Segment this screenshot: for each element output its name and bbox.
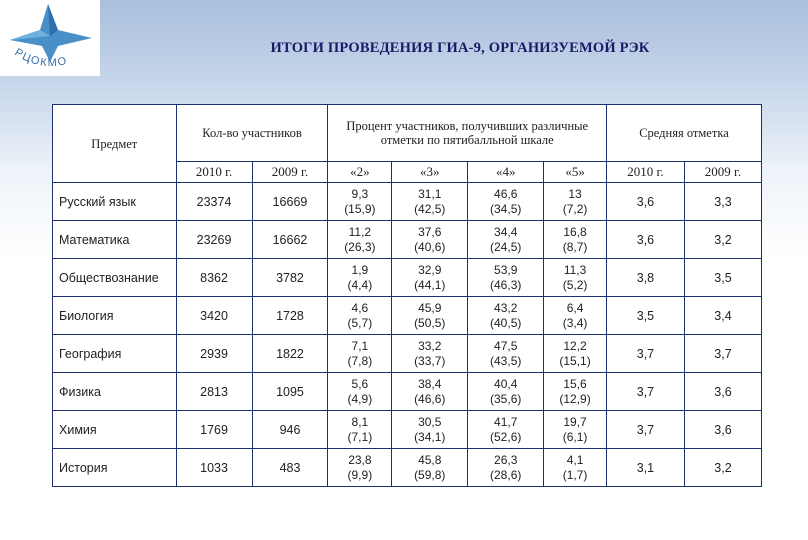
cell-grade-2-2009: (7,8) — [347, 353, 373, 368]
header-average: Средняя отметка — [606, 105, 761, 162]
cell-grade-4 — [468, 373, 544, 411]
cell-count-2009: 3782 — [252, 259, 328, 297]
subheader-avg-2009: 2009 г. — [684, 162, 761, 183]
cell-grade-3-2010: 31,1 — [418, 186, 442, 201]
cell-avg-2010: 3,6 — [606, 221, 684, 259]
subheader-grade-5: «5» — [544, 162, 607, 183]
cell-avg-2009: 3,6 — [684, 373, 761, 411]
cell-avg-2009: 3,6 — [684, 411, 761, 449]
cell-grade-4-2009: (35,6) — [490, 391, 522, 406]
cell-grade-2-2010: 4,6 — [351, 300, 369, 315]
cell-avg-2010: 3,7 — [606, 373, 684, 411]
cell-grade-2-2009: (4,4) — [347, 277, 373, 292]
cell-grade-4-2010: 40,4 — [494, 376, 518, 391]
cell-avg-2010: 3,8 — [606, 259, 684, 297]
cell-grade-3 — [392, 373, 468, 411]
cell-grade-2-2009: (26,3) — [344, 239, 376, 254]
subheader-grade-4: «4» — [468, 162, 544, 183]
cell-grade-4-2010: 53,9 — [494, 262, 518, 277]
subheader-count-2009: 2009 г. — [252, 162, 328, 183]
subheader-grade-2: «2» — [328, 162, 392, 183]
subheader-count-2010: 2010 г. — [176, 162, 252, 183]
cell-subject: Обществознание — [53, 259, 177, 297]
cell-grade-2-2009: (15,9) — [344, 201, 376, 216]
cell-count-2010: 3420 — [176, 297, 252, 335]
subheader-avg-2010: 2010 г. — [606, 162, 684, 183]
cell-grade-4-2010: 34,4 — [494, 224, 518, 239]
cell-grade-3 — [392, 221, 468, 259]
cell-grade-5-2010: 6,4 — [566, 300, 584, 315]
cell-grade-4-2009: (34,5) — [490, 201, 522, 216]
cell-grade-4-2010: 43,2 — [494, 300, 518, 315]
cell-grade-4 — [468, 297, 544, 335]
cell-subject: География — [53, 335, 177, 373]
cell-count-2010: 8362 — [176, 259, 252, 297]
cell-grade-5-2010: 12,2 — [563, 338, 587, 353]
cell-grade-2-2010: 11,2 — [348, 224, 372, 239]
cell-grade-4-2009: (52,6) — [490, 429, 522, 444]
cell-count-2010: 2939 — [176, 335, 252, 373]
table-row — [53, 183, 762, 221]
cell-grade-5-2010: 15,6 — [563, 376, 587, 391]
cell-subject: Русский язык — [53, 183, 177, 221]
cell-grade-4-2010: 41,7 — [494, 414, 518, 429]
cell-grade-5 — [544, 335, 607, 373]
cell-subject: Математика — [53, 221, 177, 259]
cell-grade-2 — [328, 411, 392, 449]
cell-subject: Физика — [53, 373, 177, 411]
cell-grade-5-2009: (7,2) — [562, 201, 588, 216]
logo — [0, 0, 100, 76]
cell-grade-5-2010: 19,7 — [563, 414, 587, 429]
cell-grade-5 — [544, 297, 607, 335]
cell-grade-5 — [544, 183, 607, 221]
page-title: ИТОГИ ПРОВЕДЕНИЯ ГИА-9, ОРГАНИЗУЕМОЙ РЭК — [270, 40, 650, 56]
cell-avg-2010: 3,5 — [606, 297, 684, 335]
cell-subject: Биология — [53, 297, 177, 335]
cell-grade-3-2009: (50,5) — [414, 315, 446, 330]
cell-count-2009: 483 — [252, 449, 328, 487]
table-row — [53, 411, 762, 449]
cell-grade-2-2009: (9,9) — [347, 467, 373, 482]
cell-grade-2 — [328, 449, 392, 487]
cell-count-2010: 23374 — [176, 183, 252, 221]
cell-grade-3-2010: 45,8 — [418, 452, 442, 467]
cell-subject: Химия — [53, 411, 177, 449]
cell-grade-2 — [328, 373, 392, 411]
cell-avg-2010: 3,7 — [606, 411, 684, 449]
table-row — [53, 373, 762, 411]
cell-grade-3-2009: (44,1) — [414, 277, 446, 292]
cell-grade-5-2009: (5,2) — [562, 277, 588, 292]
header-subject: Предмет — [53, 105, 177, 183]
cell-avg-2010: 3,7 — [606, 335, 684, 373]
cell-grade-4-2010: 47,5 — [494, 338, 518, 353]
results-table — [52, 104, 762, 487]
cell-grade-5-2009: (15,1) — [559, 353, 591, 368]
cell-count-2009: 1822 — [252, 335, 328, 373]
cell-grade-4-2009: (46,3) — [490, 277, 522, 292]
cell-grade-2-2009: (4,9) — [347, 391, 373, 406]
cell-grade-4 — [468, 259, 544, 297]
cell-grade-2-2010: 8,1 — [351, 414, 369, 429]
cell-grade-3-2009: (34,1) — [414, 429, 446, 444]
logo-star-icon — [0, 0, 100, 76]
cell-grade-3 — [392, 183, 468, 221]
cell-avg-2009: 3,2 — [684, 221, 761, 259]
cell-count-2010: 1033 — [176, 449, 252, 487]
cell-count-2010: 2813 — [176, 373, 252, 411]
cell-grade-3 — [392, 297, 468, 335]
table-body — [53, 183, 762, 487]
cell-grade-4-2009: (43,5) — [490, 353, 522, 368]
cell-count-2009: 16662 — [252, 221, 328, 259]
cell-grade-2-2009: (7,1) — [347, 429, 373, 444]
cell-grade-5-2009: (1,7) — [562, 467, 588, 482]
cell-grade-5 — [544, 259, 607, 297]
cell-grade-3-2010: 45,9 — [418, 300, 442, 315]
table-row — [53, 259, 762, 297]
cell-grade-4-2009: (24,5) — [490, 239, 522, 254]
cell-grade-2-2010: 9,3 — [351, 186, 369, 201]
cell-avg-2010: 3,6 — [606, 183, 684, 221]
svg-text:РЦОКМО — [12, 46, 68, 69]
cell-grade-4 — [468, 183, 544, 221]
cell-grade-5-2009: (12,9) — [559, 391, 591, 406]
cell-grade-3-2010: 38,4 — [418, 376, 442, 391]
cell-grade-2-2010: 1,9 — [351, 262, 369, 277]
cell-grade-3 — [392, 335, 468, 373]
cell-grade-3-2010: 32,9 — [418, 262, 442, 277]
cell-count-2009: 1095 — [252, 373, 328, 411]
cell-grade-2-2010: 5,6 — [351, 376, 369, 391]
cell-grade-5-2010: 11,3 — [563, 262, 587, 277]
cell-grade-4 — [468, 221, 544, 259]
header-count: Кол-во участников — [176, 105, 328, 162]
cell-grade-5-2010: 16,8 — [563, 224, 587, 239]
cell-grade-3-2009: (59,8) — [414, 467, 446, 482]
subheader-grade-3: «3» — [392, 162, 468, 183]
cell-grade-5 — [544, 411, 607, 449]
cell-grade-4 — [468, 335, 544, 373]
cell-grade-3-2009: (33,7) — [414, 353, 446, 368]
cell-subject: История — [53, 449, 177, 487]
cell-grade-3-2009: (42,5) — [414, 201, 446, 216]
cell-grade-4-2010: 26,3 — [494, 452, 518, 467]
cell-avg-2009: 3,2 — [684, 449, 761, 487]
table-row — [53, 297, 762, 335]
table-row — [53, 449, 762, 487]
cell-grade-5-2009: (3,4) — [562, 315, 588, 330]
cell-grade-2 — [328, 259, 392, 297]
header-percent: Процент участников, получивших различные отметки по пятибалльной шкале — [328, 105, 606, 162]
cell-grade-5-2010: 13 — [568, 186, 582, 201]
cell-grade-5-2010: 4,1 — [566, 452, 584, 467]
cell-grade-3-2009: (40,6) — [414, 239, 446, 254]
cell-grade-5-2009: (8,7) — [562, 239, 588, 254]
cell-grade-3-2010: 30,5 — [418, 414, 442, 429]
cell-grade-4-2009: (40,5) — [490, 315, 522, 330]
cell-grade-5 — [544, 373, 607, 411]
cell-grade-2-2010: 23,8 — [348, 452, 372, 467]
cell-avg-2010: 3,1 — [606, 449, 684, 487]
cell-grade-2 — [328, 297, 392, 335]
cell-grade-3-2010: 37,6 — [418, 224, 442, 239]
cell-grade-4-2009: (28,6) — [490, 467, 522, 482]
cell-grade-4-2010: 46,6 — [494, 186, 518, 201]
cell-count-2009: 16669 — [252, 183, 328, 221]
table-row — [53, 221, 762, 259]
cell-grade-4 — [468, 411, 544, 449]
cell-grade-3 — [392, 259, 468, 297]
cell-avg-2009: 3,5 — [684, 259, 761, 297]
cell-grade-5 — [544, 449, 607, 487]
cell-grade-3 — [392, 411, 468, 449]
cell-count-2009: 1728 — [252, 297, 328, 335]
cell-grade-5 — [544, 221, 607, 259]
cell-grade-3 — [392, 449, 468, 487]
cell-avg-2009: 3,4 — [684, 297, 761, 335]
cell-grade-2 — [328, 183, 392, 221]
cell-grade-2 — [328, 221, 392, 259]
cell-avg-2009: 3,7 — [684, 335, 761, 373]
cell-avg-2009: 3,3 — [684, 183, 761, 221]
cell-grade-2-2010: 7,1 — [351, 338, 369, 353]
cell-grade-3-2009: (46,6) — [414, 391, 446, 406]
cell-grade-5-2009: (6,1) — [562, 429, 588, 444]
cell-grade-2 — [328, 335, 392, 373]
cell-grade-3-2010: 33,2 — [418, 338, 442, 353]
logo-text: РЦОКМО — [12, 46, 69, 70]
cell-grade-2-2009: (5,7) — [347, 315, 373, 330]
cell-count-2010: 23269 — [176, 221, 252, 259]
cell-count-2009: 946 — [252, 411, 328, 449]
cell-grade-4 — [468, 449, 544, 487]
table-row — [53, 335, 762, 373]
cell-count-2010: 1769 — [176, 411, 252, 449]
